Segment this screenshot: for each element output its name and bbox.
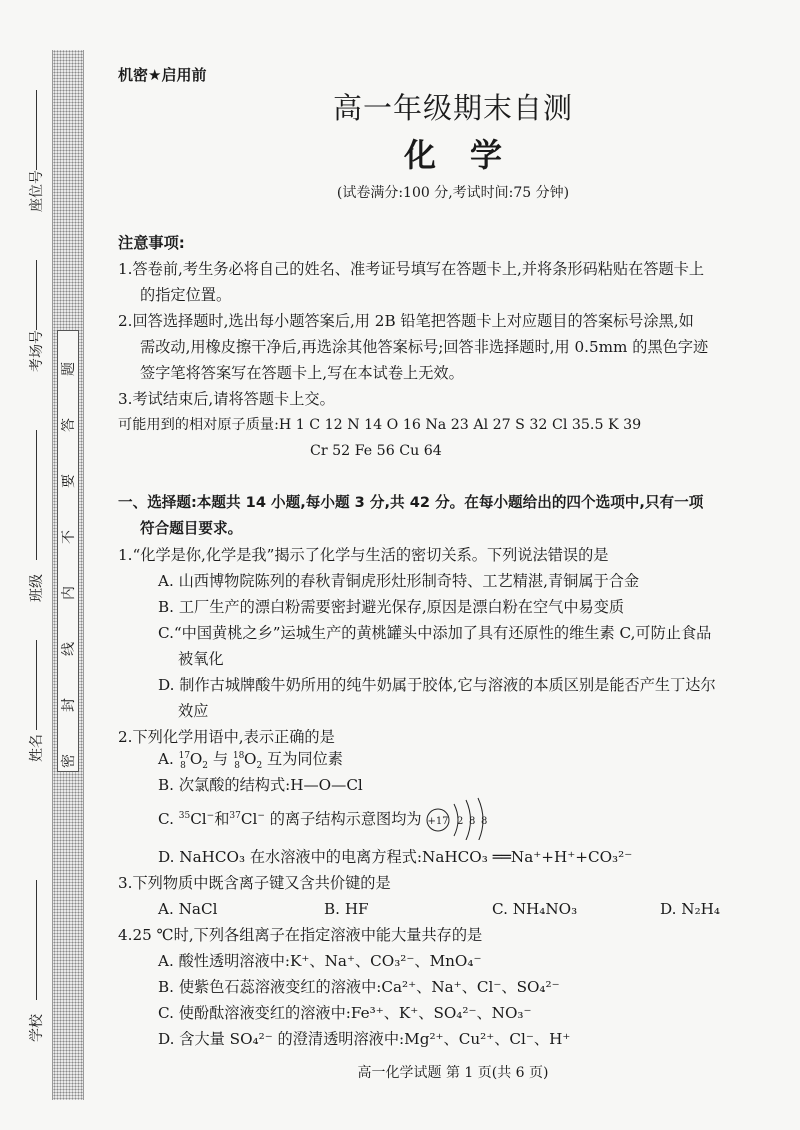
name-line	[36, 640, 37, 730]
option: B. HF	[324, 900, 369, 918]
seal-char: 密	[61, 754, 77, 768]
room-line	[36, 260, 37, 330]
option: C.“中国黄桃之乡”运城生产的黄桃罐头中添加了具有还原性的维生素 C,可防止食品	[158, 624, 712, 642]
note-line: 1.答卷前,考生务必将自己的姓名、准考证号填写在答题卡上,并将条形码粘贴在答题卡上	[118, 260, 705, 278]
note-line: 3.考试结束后,请将答题卡上交。	[118, 390, 335, 408]
atomic-mass-line: Cr 52 Fe 56 Cu 64	[310, 443, 442, 459]
score-info: (试卷满分:100 分,考试时间:75 分钟)	[336, 185, 570, 201]
svg-text:8: 8	[469, 816, 476, 827]
option: B. 次氯酸的结构式:H—O—Cl	[158, 776, 363, 794]
question-stem: 4.25 ℃时,下列各组离子在指定溶液中能大量共存的是	[118, 926, 483, 944]
svg-text:+17: +17	[427, 816, 449, 827]
seal-char: 封	[61, 698, 77, 712]
option-text: 互为同位素	[267, 750, 343, 768]
option: B. 工厂生产的漂白粉需要密封避光保存,原因是漂白粉在空气中易变质	[158, 598, 625, 616]
exam-title: 高一年级期末自测	[332, 91, 573, 125]
note-line: 的指定位置。	[140, 286, 232, 304]
seal-box	[57, 330, 79, 772]
seal-char: 题	[61, 362, 77, 376]
option-text: 的离子结构示意图均为	[269, 810, 422, 828]
option: D. 制作古城牌酸牛奶所用的纯牛奶属于胶体,它与溶液的本质区别是能否产生丁达尔	[158, 676, 716, 694]
option: C. $^{35}$Cl−和$^{37}$Cl− 的离子结构示意图均为	[158, 810, 422, 828]
confidential-mark: 机密★启用前	[118, 66, 207, 84]
question-stem: 2.下列化学用语中,表示正确的是	[118, 728, 335, 746]
option: D. NaHCO₃ 在水溶液中的电离方程式:NaHCO₃ ══Na⁺+H⁺+CO₃²⁻	[158, 848, 633, 866]
note-line: 签字笔将答案写在答题卡上,写在本试卷上无效。	[140, 364, 464, 382]
room-label: 考场号	[29, 330, 45, 372]
atomic-mass-line: 可能用到的相对原子质量:H 1 C 12 N 14 O 16 Na 23 Al 27 S 32 Cl 35.5 K 39	[118, 417, 642, 433]
question-stem: 3.下列物质中既含离子键又含共价键的是	[118, 874, 391, 892]
option: A. NaCl	[158, 900, 218, 918]
note-line: 2.回答选择题时,选出每小题答案后,用 2B 铅笔把答题卡上对应题目的答案标号涂黑,如	[118, 312, 694, 330]
option: 被氧化	[178, 650, 224, 668]
ion-structure-diagram	[424, 796, 494, 840]
section-heading: 符合题目要求。	[140, 520, 243, 537]
page-footer: 高一化学试题 第 1 页(共 6 页)	[357, 1065, 549, 1081]
option: 效应	[178, 702, 209, 720]
seal-char: 答	[61, 418, 77, 432]
seal-char: 内	[61, 586, 77, 600]
option: D. 含大量 SO₄²⁻ 的澄清透明溶液中:Mg²⁺、Cu²⁺、Cl⁻、H⁺	[158, 1030, 571, 1048]
option: B. 使紫色石蕊溶液变红的溶液中:Ca²⁺、Na⁺、Cl⁻、SO₄²⁻	[158, 978, 560, 996]
subject-title: 化学	[403, 136, 536, 174]
svg-text:2: 2	[457, 816, 464, 827]
seal-char: 不	[61, 530, 77, 544]
option: C. 使酚酞溶液变红的溶液中:Fe³⁺、K⁺、SO₄²⁻、NO₃⁻	[158, 1004, 532, 1022]
notes-heading: 注意事项:	[118, 234, 185, 252]
class-label: 班级	[29, 574, 45, 602]
class-line	[36, 430, 37, 560]
school-label: 学校	[29, 1014, 45, 1042]
option: D. N₂H₄	[660, 900, 721, 918]
option: A. 酸性透明溶液中:K⁺、Na⁺、CO₃²⁻、MnO₄⁻	[158, 952, 482, 970]
section-heading: 一、选择题:本题共 14 小题,每小题 3 分,共 42 分。在每小题给出的四个选项中,只有一项	[118, 494, 704, 511]
seal-char: 要	[61, 474, 77, 488]
option: A. $^{17}_8$ $O_2$ 与 $^{18}_8$ $O_2$ 互为同位素	[158, 750, 343, 772]
option: A. 山西博物院陈列的春秋青铜虎形灶形制奇特、工艺精湛,青铜属于合金	[158, 572, 640, 590]
name-label: 姓名	[29, 734, 45, 762]
question-stem: 1.“化学是你,化学是我”揭示了化学与生活的密切关系。下列说法错误的是	[118, 546, 609, 564]
option: C. NH₄NO₃	[492, 900, 578, 918]
seat-line	[36, 90, 37, 170]
svg-text:8: 8	[481, 816, 488, 827]
note-line: 需改动,用橡皮擦干净后,再选涂其他答案标号;回答非选择题时,用 0.5mm 的黑色字迹	[140, 338, 709, 356]
seal-char: 线	[61, 642, 77, 656]
binding-margin	[0, 0, 120, 1130]
school-line	[36, 880, 37, 1000]
seat-label: 座位号	[29, 170, 45, 212]
